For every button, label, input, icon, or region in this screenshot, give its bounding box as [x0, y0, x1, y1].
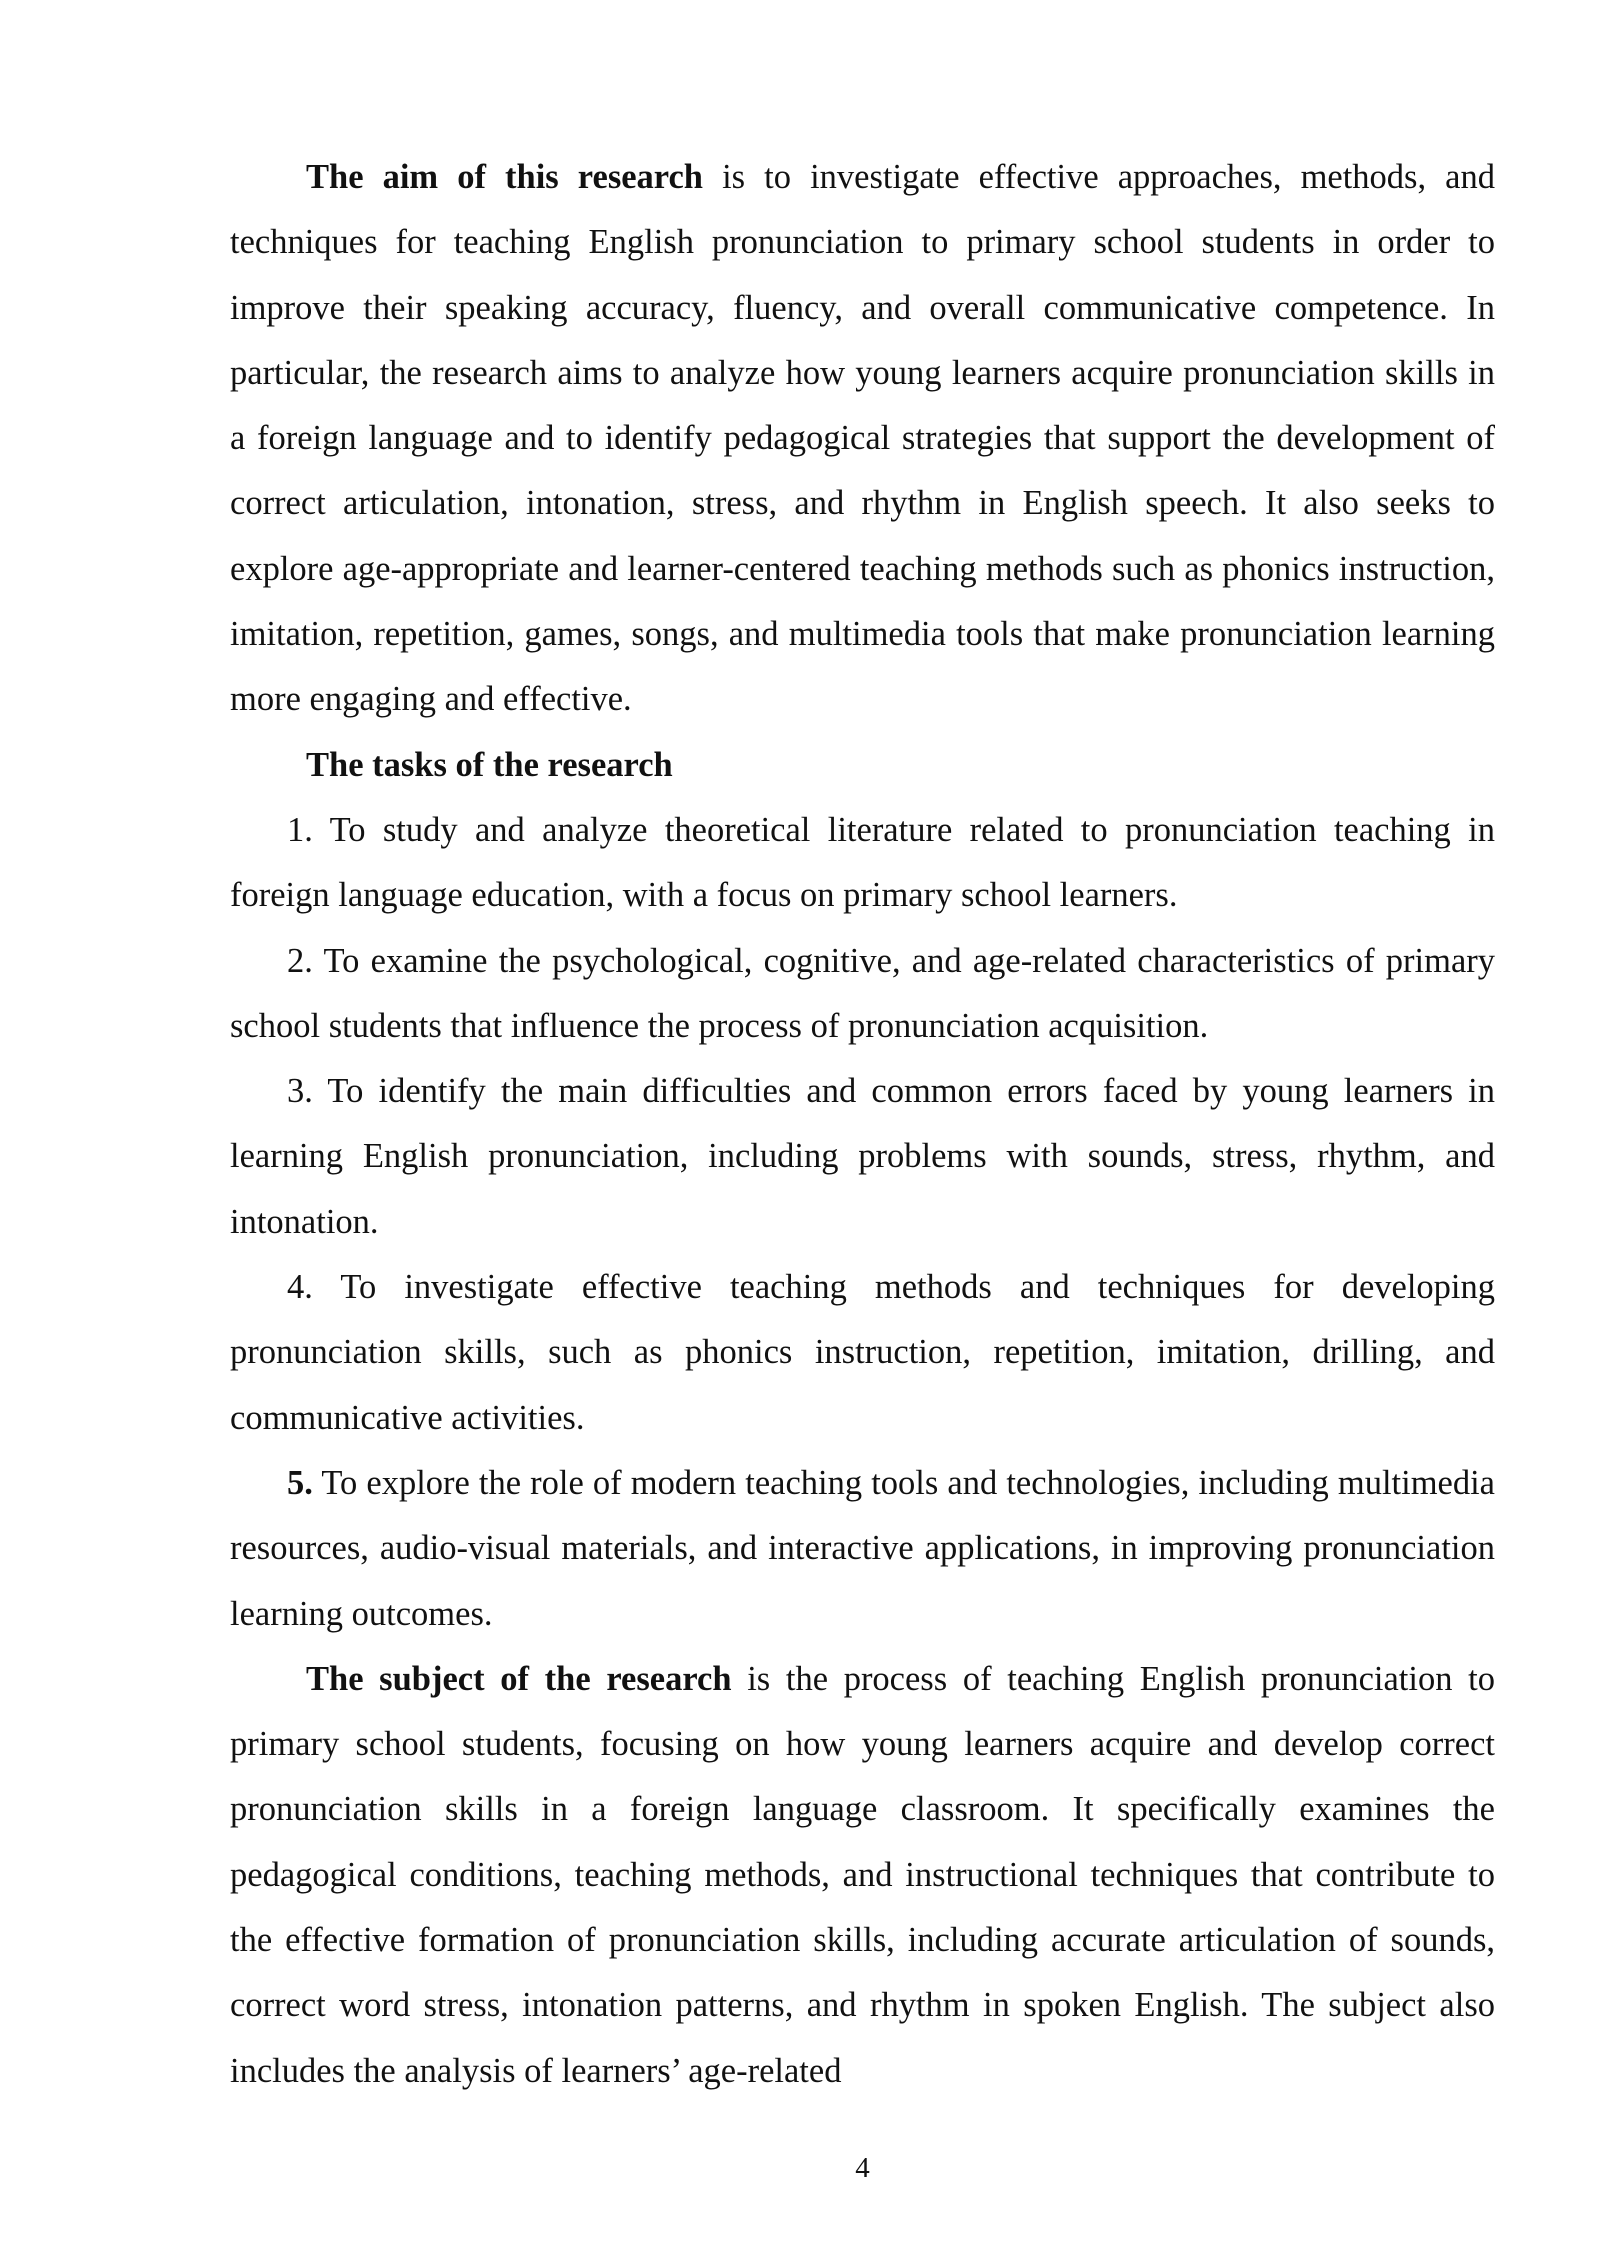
task-number-5: 5.: [287, 1463, 313, 1502]
task-number-4: 4.: [287, 1268, 313, 1307]
task-text-4: To investigate effective teaching methods and techniques for developing pronunciation skills, such as phonics instruction, repetition, imitation, drilling, and communicative activities.: [230, 1268, 1495, 1437]
aim-paragraph: [230, 145, 1495, 733]
task-text-2: To examine the psychological, cognitive, and age-related characteristics of primary school students that influence the process of pronunciation acquisition.: [230, 941, 1495, 1045]
subject-text: is the process of teaching English pronunciation to primary school students, focusing on how young learners acquire and develop correct pronunciation skills in a foreign language classroom. It specifically examines the pedagogical conditions, teaching methods, and instructional techniques that contribute to the effective formation of pronunciation skills, including accurate articulation of sounds, correct word stress, intonation patterns, and rhythm in spoken English. The subject also includes the analysis of learners’ age-related: [230, 1659, 1495, 2090]
task-text-5: To explore the role of modern teaching tools and technologies, including multimedia resources, audio-visual materials, and interactive applications, in improving pronunciation learning outcomes.: [230, 1463, 1495, 1633]
task-number-2: 2.: [287, 941, 313, 980]
page-number: 4: [855, 2152, 870, 2184]
task-item-3: [230, 1059, 1495, 1255]
subject-lead: The subject of the research: [306, 1659, 732, 1698]
task-item-5: [230, 1451, 1495, 1647]
aim-lead: The aim of this research: [306, 158, 703, 196]
subject-paragraph: [230, 1647, 1495, 2104]
document-page: [230, 145, 1495, 2104]
aim-text: is to investigate effective approaches, methods, and techniques for teaching English pronunciation to primary school students in order to improve their speaking accuracy, fluency, and overall communicative competence. In particular, the research aims to analyze how young learners acquire pronunciation skills in a foreign language and to identify pedagogical strategies that support the development of correct articulation, intonation, stress, and rhythm in English speech. It also seeks to explore age-appropriate and learner-centered teaching methods such as phonics instruction, imitation, repetition, games, songs, and multimedia tools that make pronunciation learning more engaging and effective.: [230, 158, 1495, 719]
task-item-1: [230, 798, 1495, 929]
task-number-3: 3.: [287, 1072, 313, 1111]
task-number-1: 1.: [287, 810, 313, 849]
tasks-heading: The tasks of the research: [306, 745, 673, 784]
task-item-4: [230, 1255, 1495, 1451]
task-item-2: [230, 929, 1495, 1060]
task-text-1: To study and analyze theoretical literature related to pronunciation teaching in foreign language education, with a focus on primary school learners.: [230, 810, 1495, 915]
task-text-3: To identify the main difficulties and common errors faced by young learners in learning English pronunciation, including problems with sounds, stress, rhythm, and intonation.: [230, 1072, 1495, 1241]
